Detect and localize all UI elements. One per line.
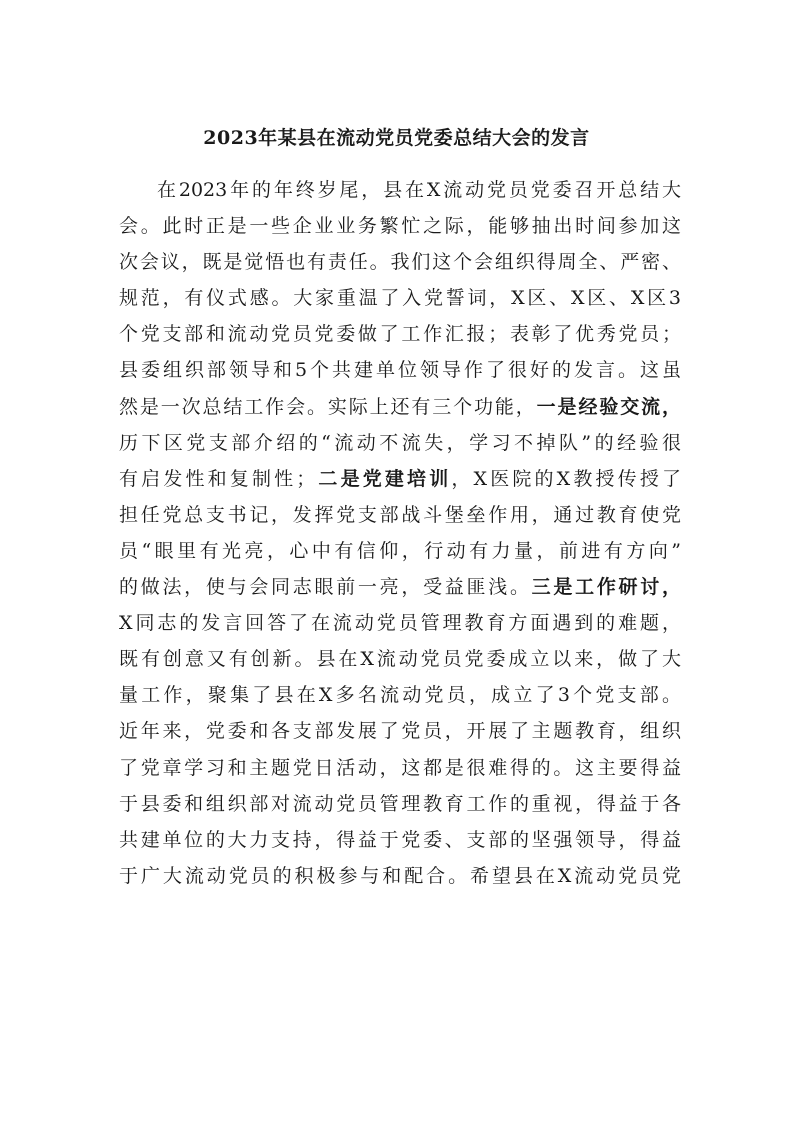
text-segment: 的做法，使与会同志眼前一亮，受益匪浅。 bbox=[119, 576, 532, 599]
text-segment: 既有创意又有创新。县在X流动党员党委成立以来，做了大 bbox=[119, 648, 681, 671]
paragraph-line bbox=[119, 280, 681, 316]
paragraph-line bbox=[119, 786, 681, 822]
document-title: 2023年某县在流动党员党委总结大会的发言 bbox=[203, 127, 590, 149]
text-segment: 担任党总支书记，发挥党支部战斗堡垒作用，通过教育使党 bbox=[119, 503, 681, 526]
bold-phrase: 二是党建培训 bbox=[315, 467, 452, 490]
paragraph-line bbox=[119, 677, 681, 713]
text-segment: 员“眼里有光亮，心中有信仰，行动有力量，前进有方向” bbox=[119, 539, 681, 562]
text-segment: 有启发性和复制性； bbox=[119, 467, 316, 490]
paragraph-line bbox=[119, 641, 681, 677]
paragraph-line bbox=[119, 533, 681, 569]
paragraph-line bbox=[119, 750, 681, 786]
paragraph-line bbox=[119, 461, 681, 497]
text-segment: 于县委和组织部对流动党员管理教育工作的重视，得益于各 bbox=[119, 792, 681, 815]
paragraph-line bbox=[119, 497, 681, 533]
paragraph-line bbox=[119, 389, 681, 425]
text-segment: 次会议，既是觉悟也有责任。我们这个会组织得周全、严密、 bbox=[119, 251, 681, 274]
text-segment: 会。此时正是一些企业业务繁忙之际，能够抽出时间参加这 bbox=[119, 215, 681, 238]
text-segment: ，X医院的X教授传授了 bbox=[451, 467, 681, 490]
text-segment: X同志的发言回答了在流动党员管理教育方面遇到的难题， bbox=[119, 612, 681, 635]
text-segment: 历下区党支部介绍的“流动不流失，学习不掉队”的经验很 bbox=[119, 431, 681, 454]
text-segment: 量工作，聚集了县在X多名流动党员，成立了3个党支部。 bbox=[119, 684, 681, 707]
text-segment: 于广大流动党员的积极参与和配合。希望县在X流动党员党 bbox=[119, 864, 681, 887]
paragraph-line bbox=[119, 316, 681, 352]
paragraph-line bbox=[119, 172, 681, 208]
paragraph-line bbox=[119, 244, 681, 280]
paragraph-line bbox=[119, 569, 681, 605]
text-segment: 近年来，党委和各支部发展了党员，开展了主题教育，组织 bbox=[119, 720, 681, 743]
text-segment: 在2023年的年终岁尾，县在X流动党员党委召开总结大 bbox=[157, 179, 681, 201]
paragraph-line bbox=[119, 605, 681, 641]
paragraph-line bbox=[119, 208, 681, 244]
text-segment: 县委组织部领导和5个共建单位领导作了很好的发言。这虽 bbox=[119, 359, 681, 382]
text-segment: 规范，有仪式感。大家重温了入党誓词，X区、X区、X区3 bbox=[119, 287, 681, 310]
text-segment: 然是一次总结工作会。实际上还有三个功能， bbox=[119, 395, 537, 418]
text-segment: 共建单位的大力支持，得益于党委、支部的坚强领导，得益 bbox=[119, 828, 681, 851]
paragraph-line bbox=[119, 425, 681, 461]
paragraph-line bbox=[119, 822, 681, 858]
document-body bbox=[119, 172, 681, 894]
paragraph-line bbox=[119, 713, 681, 749]
paragraph-line bbox=[119, 858, 681, 894]
bold-phrase: 三是工作研讨， bbox=[531, 576, 681, 599]
bold-phrase: 一是经验交流， bbox=[536, 395, 681, 418]
text-segment: 个党支部和流动党员党委做了工作汇报；表彰了优秀党员； bbox=[119, 323, 681, 346]
paragraph-line bbox=[119, 352, 681, 388]
text-segment: 了党章学习和主题党日活动，这都是很难得的。这主要得益 bbox=[119, 756, 681, 779]
